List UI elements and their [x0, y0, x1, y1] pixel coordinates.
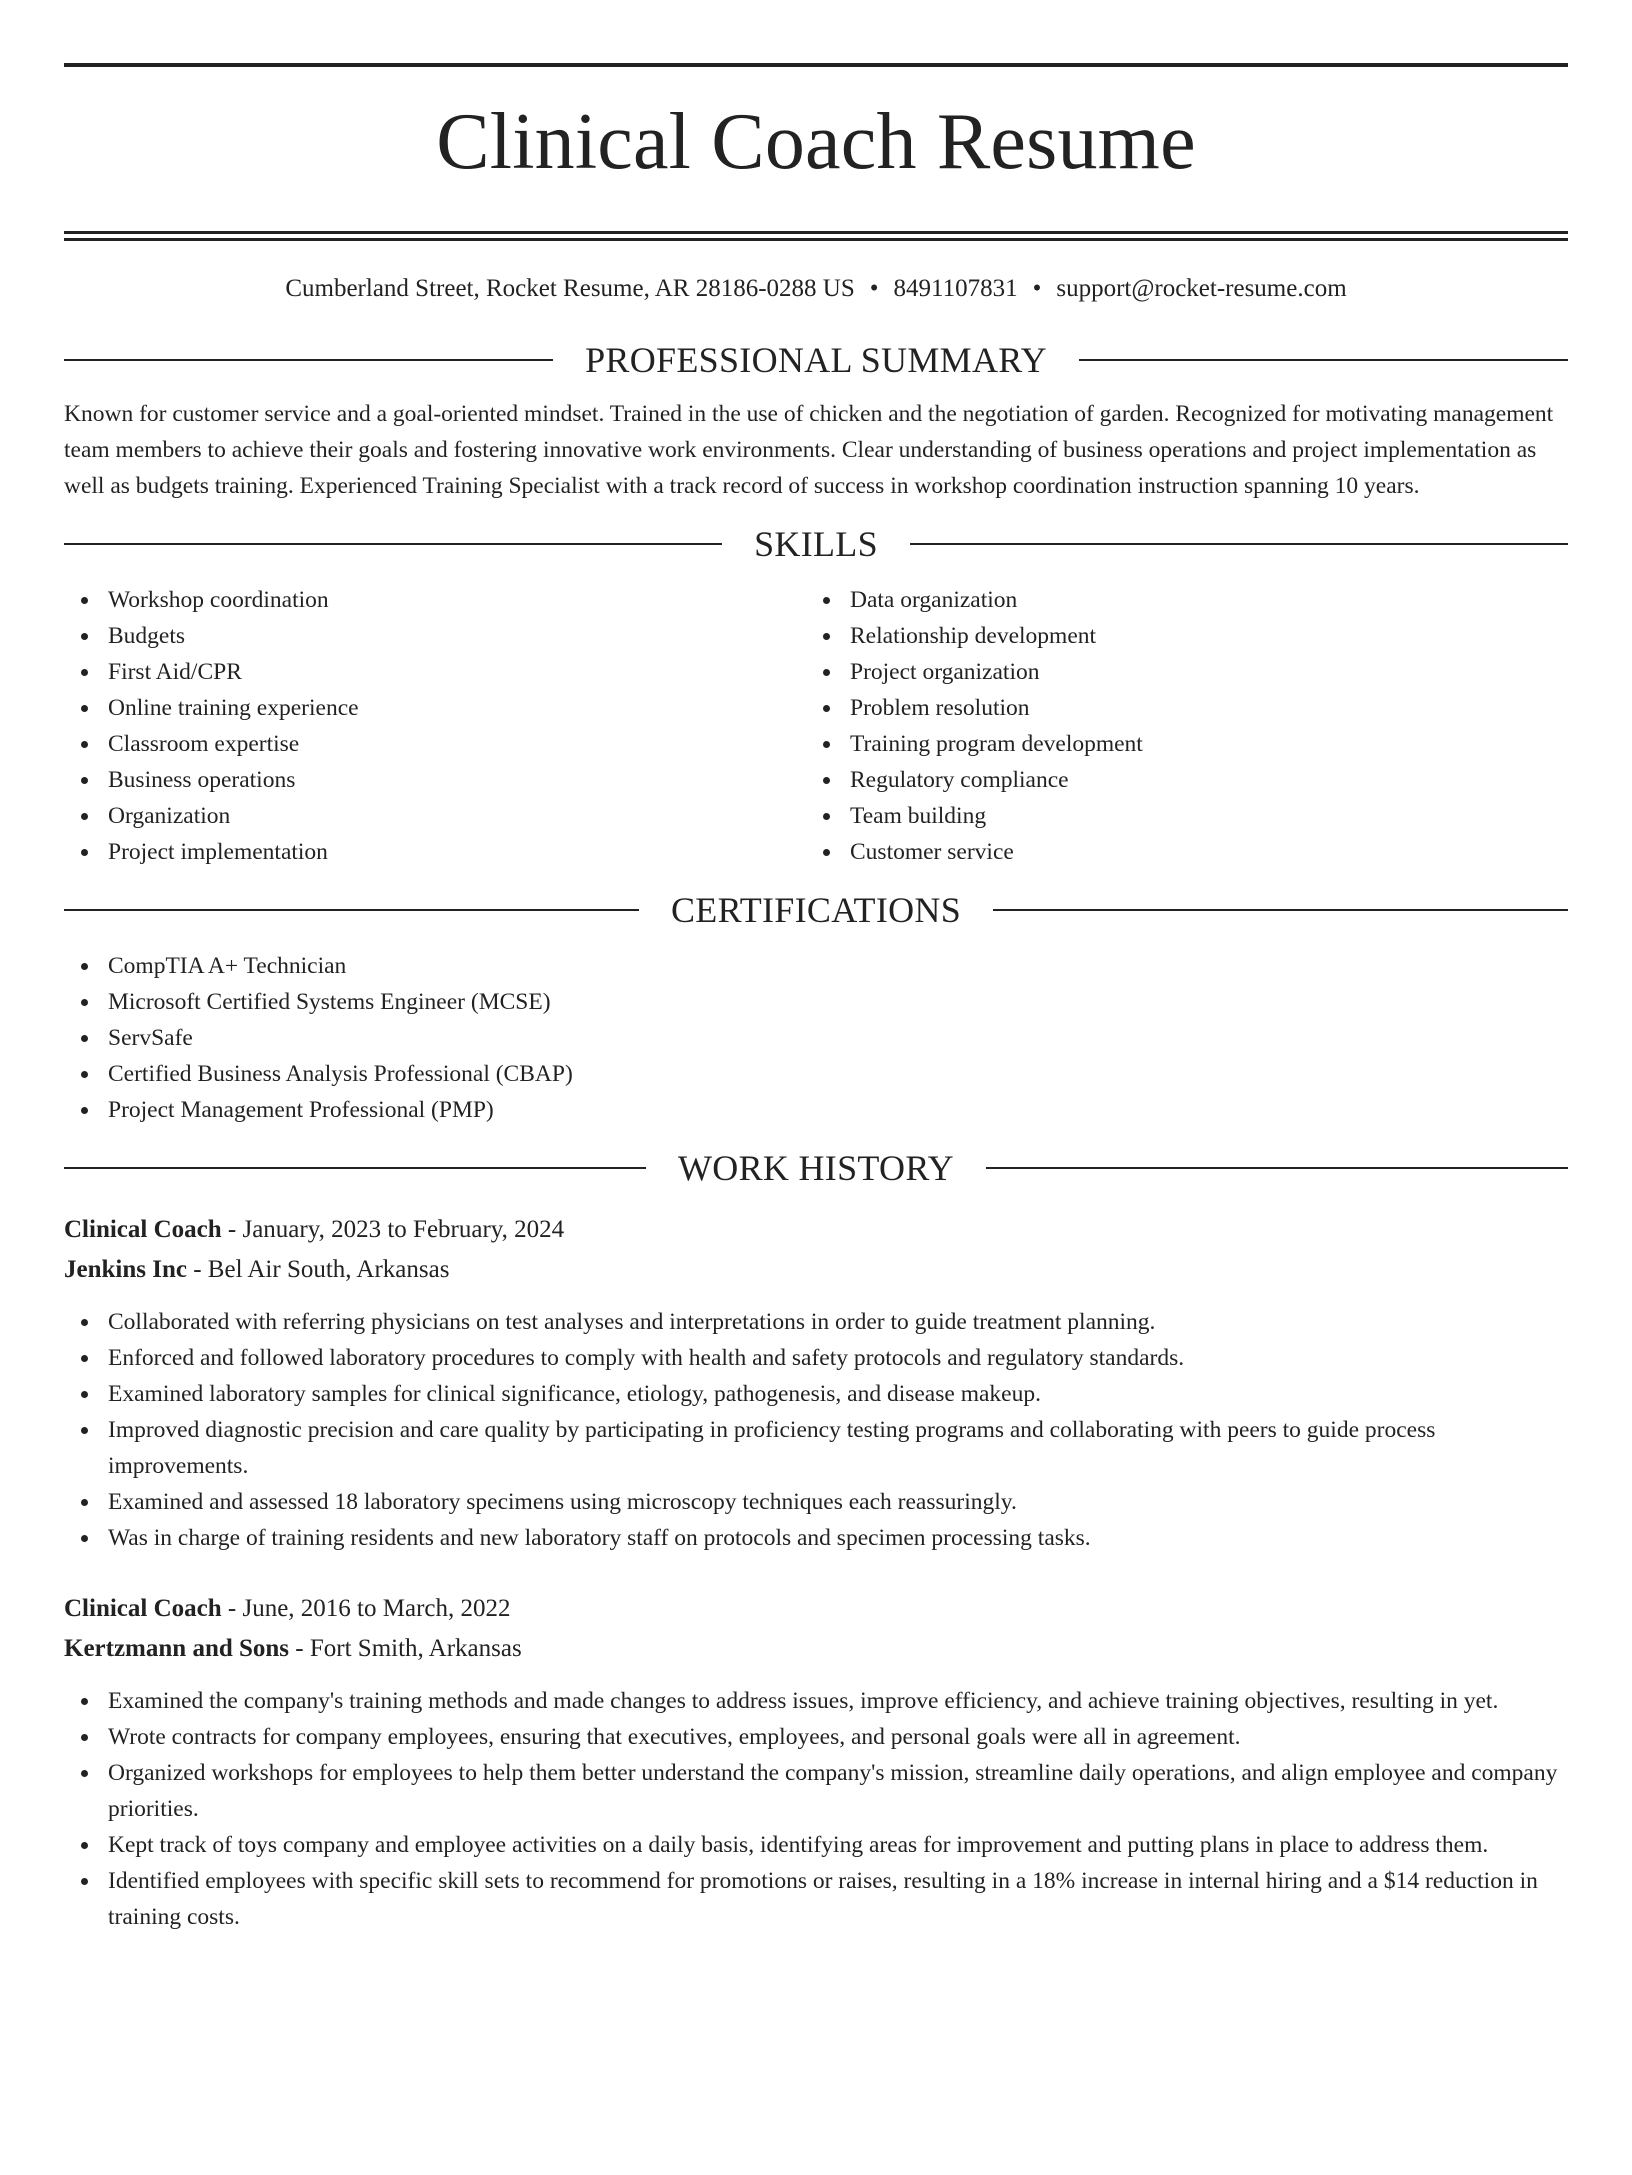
- skill-item: Online training experience: [64, 690, 806, 726]
- job-bullet: Kept track of toys company and employee activities on a daily basis, identifying areas for improvement and putting plans in place to address them.: [64, 1827, 1568, 1863]
- job-bullet: Identified employees with specific skill sets to recommend for promotions or raises, resulting in a 18% increase in internal hiring and a $14 reduction in training costs.: [64, 1863, 1568, 1935]
- certification-item: Certified Business Analysis Professional (CBAP): [64, 1056, 1568, 1092]
- heading-rule-left: [64, 543, 722, 545]
- skill-item: Business operations: [64, 762, 806, 798]
- heading-rule-left: [64, 909, 639, 911]
- contact-email: support@rocket-resume.com: [1056, 275, 1347, 302]
- job-bullet: Enforced and followed laboratory procedures to comply with health and safety protocols and regulatory standards.: [64, 1340, 1568, 1376]
- title-double-rule: [64, 231, 1568, 241]
- skills-right-column: [806, 582, 1548, 870]
- skill-item: Classroom expertise: [64, 726, 806, 762]
- job-location: - Fort Smith, Arkansas: [289, 1635, 522, 1662]
- skills-list: [64, 582, 1568, 870]
- contact-separator: •: [869, 275, 879, 302]
- job-title: Clinical Coach: [64, 1595, 222, 1622]
- heading-rule-right: [986, 1167, 1568, 1169]
- skill-item: Organization: [64, 798, 806, 834]
- skill-item: Budgets: [64, 618, 806, 654]
- skill-item: Relationship development: [806, 618, 1548, 654]
- job-bullet: Examined the company's training methods and made changes to address issues, improve efficiency, and achieve training objectives, resulting in yet.: [64, 1683, 1568, 1719]
- job-company: Kertzmann and Sons: [64, 1635, 290, 1662]
- work-history-heading-label: WORK HISTORY: [678, 1148, 954, 1188]
- top-rule: [64, 63, 1568, 67]
- skills-heading-label: SKILLS: [754, 524, 878, 564]
- job-company-line: [64, 1250, 1568, 1290]
- certifications-heading: [64, 888, 1568, 932]
- job-title: Clinical Coach: [64, 1216, 222, 1243]
- job-bullet: Was in charge of training residents and new laboratory staff on protocols and specimen processing tasks.: [64, 1520, 1568, 1556]
- job-bullet: Organized workshops for employees to help them better understand the company's mission, streamline daily operations, and align employee and company priorities.: [64, 1755, 1568, 1827]
- summary-heading-label: PROFESSIONAL SUMMARY: [585, 340, 1047, 380]
- skills-heading: [64, 522, 1568, 566]
- certification-item: Microsoft Certified Systems Engineer (MCSE): [64, 984, 1568, 1020]
- skill-item: Problem resolution: [806, 690, 1548, 726]
- resume-title: Clinical Coach Resume: [436, 98, 1196, 186]
- heading-rule-left: [64, 1167, 646, 1169]
- job-title-line: [64, 1589, 1568, 1629]
- job-entry: [64, 1589, 1568, 1935]
- job-dates: - January, 2023 to February, 2024: [221, 1216, 565, 1243]
- job-bullets: [64, 1304, 1568, 1556]
- certification-item: ServSafe: [64, 1020, 1568, 1056]
- certifications-list: [64, 948, 1568, 1128]
- job-title-line: [64, 1210, 1568, 1250]
- contact-separator: •: [1032, 275, 1042, 302]
- certifications-heading-label: CERTIFICATIONS: [670, 890, 962, 930]
- job-bullet: Examined laboratory samples for clinical significance, etiology, pathogenesis, and disease makeup.: [64, 1376, 1568, 1412]
- skill-item: Regulatory compliance: [806, 762, 1548, 798]
- summary-text: Known for customer service and a goal-oriented mindset. Trained in the use of chicken and the negotiation of garden. Recognized for motivating management team members to achieve their goals and fostering innovative work environments. Clear understanding of business operations and project implementation as well as budgets training. Experienced Training Specialist with a track record of success in workshop coordination instruction spanning 10 years.: [64, 401, 1554, 499]
- skill-item: Workshop coordination: [64, 582, 806, 618]
- heading-rule-right: [1079, 359, 1568, 361]
- skill-item: Data organization: [806, 582, 1548, 618]
- job-entry: [64, 1210, 1568, 1556]
- job-bullet: Collaborated with referring physicians on test analyses and interpretations in order to guide treatment planning.: [64, 1304, 1568, 1340]
- work-history-list: [64, 1210, 1568, 1935]
- certification-item: CompTIA A+ Technician: [64, 948, 1568, 984]
- skill-item: Customer service: [806, 834, 1548, 870]
- contact-address: Cumberland Street, Rocket Resume, AR 28186-0288 US: [285, 275, 855, 302]
- contact-phone: 8491107831: [893, 275, 1018, 302]
- job-location: - Bel Air South, Arkansas: [186, 1256, 450, 1283]
- heading-rule-right: [910, 543, 1568, 545]
- job-company: Jenkins Inc: [64, 1256, 187, 1283]
- skill-item: First Aid/CPR: [64, 654, 806, 690]
- skill-item: Training program development: [806, 726, 1548, 762]
- skill-item: Team building: [806, 798, 1548, 834]
- job-bullets: [64, 1683, 1568, 1935]
- heading-rule-right: [993, 909, 1568, 911]
- job-bullet: Examined and assessed 18 laboratory specimens using microscopy techniques each reassuringly.: [64, 1484, 1568, 1520]
- summary-heading: [64, 338, 1568, 382]
- job-bullet: Wrote contracts for company employees, ensuring that executives, employees, and personal goals were all in agreement.: [64, 1719, 1568, 1755]
- contact-line: [64, 274, 1568, 304]
- skill-item: Project organization: [806, 654, 1548, 690]
- job-company-line: [64, 1629, 1568, 1669]
- heading-rule-left: [64, 359, 553, 361]
- resume-page: [0, 63, 1632, 2175]
- skill-item: Project implementation: [64, 834, 806, 870]
- job-bullet: Improved diagnostic precision and care quality by participating in proficiency testing programs and collaborating with peers to guide process improvements.: [64, 1412, 1568, 1484]
- certification-item: Project Management Professional (PMP): [64, 1092, 1568, 1128]
- work-history-heading: [64, 1146, 1568, 1190]
- skills-left-column: [64, 582, 806, 870]
- job-dates: - June, 2016 to March, 2022: [221, 1595, 511, 1622]
